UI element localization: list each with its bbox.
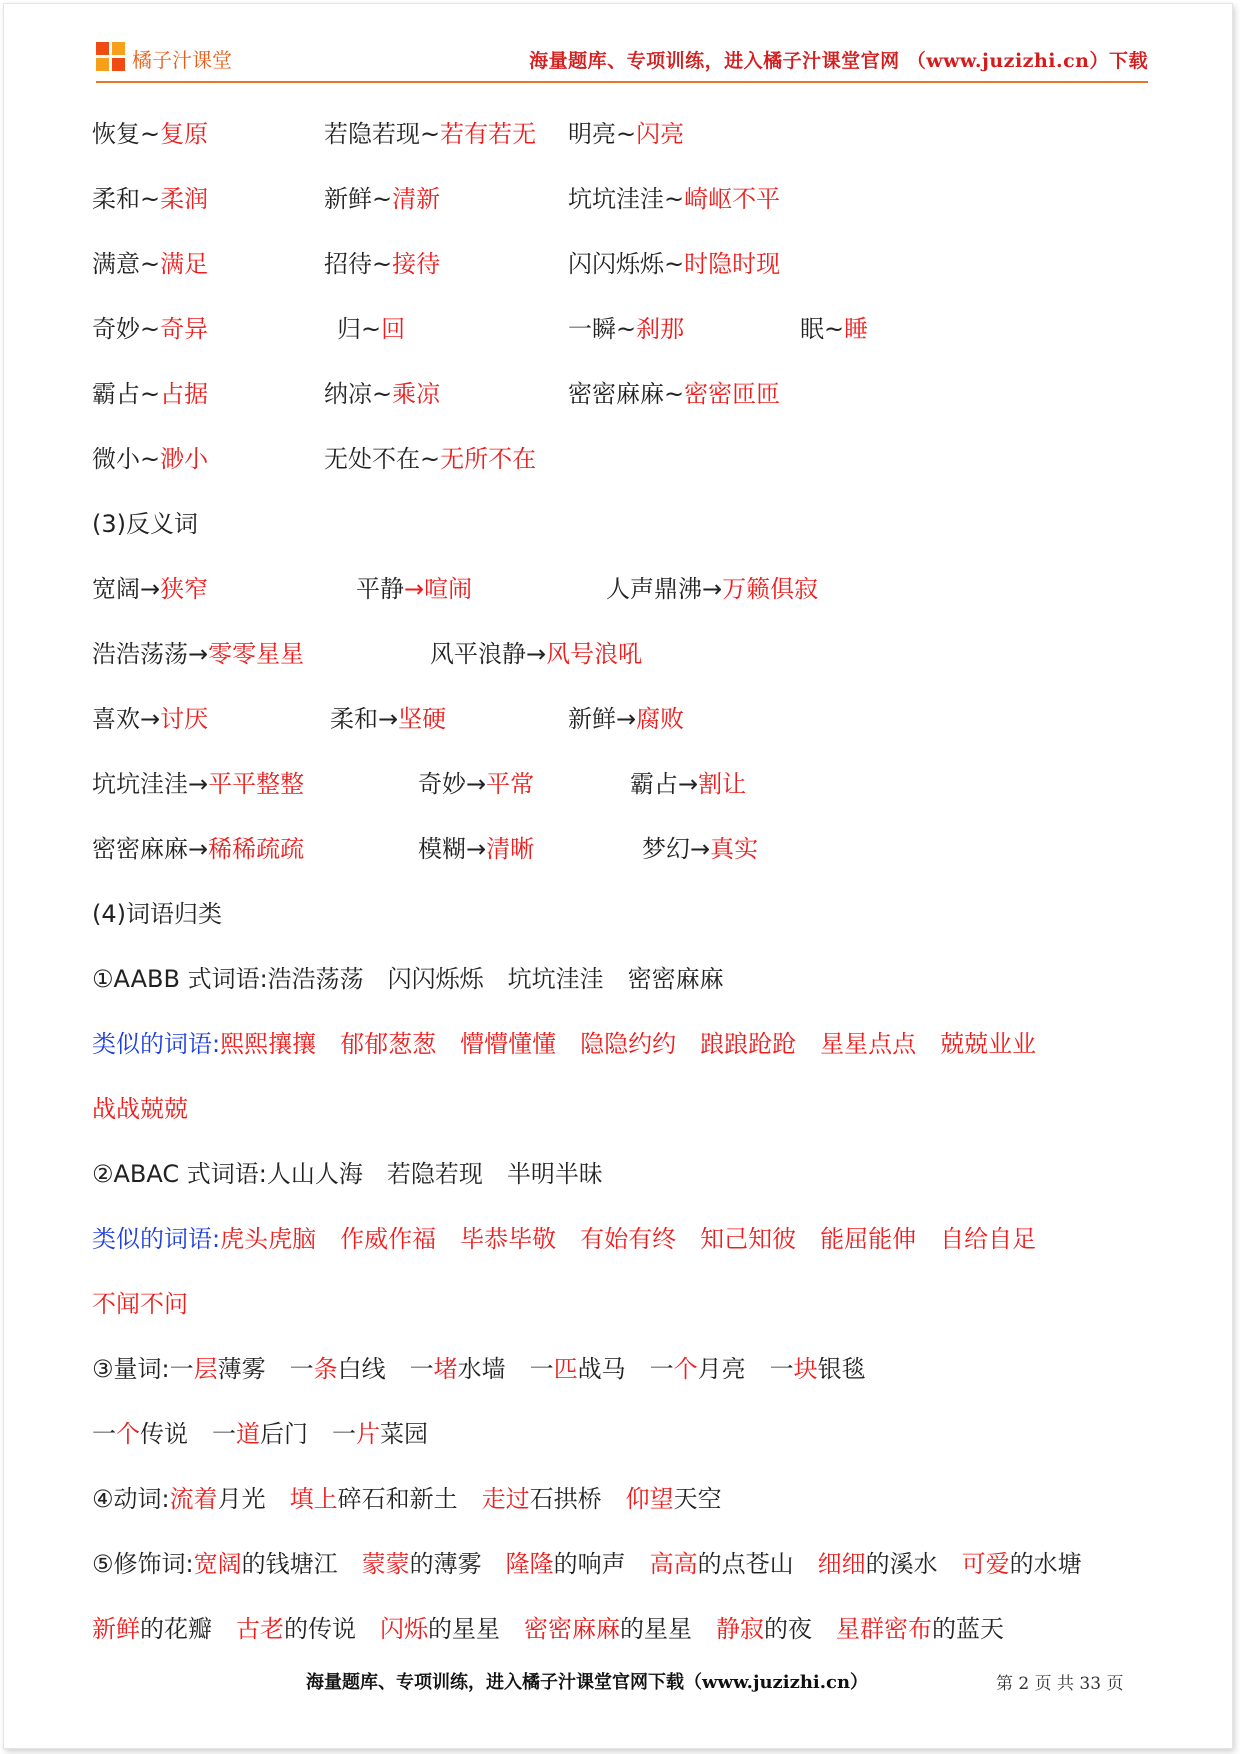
word-pair: 风平浪静→风号浪吼 — [430, 640, 643, 668]
page-header — [96, 40, 1148, 80]
abac-similar-line: 类似的词语:虎头虎脑 作威作福 毕恭毕敬 有始有终 知己知彼 能屈能伸 自给自足 — [92, 1225, 1037, 1253]
word-pair: 密密麻麻→稀稀疏疏 — [92, 835, 305, 863]
classify-heading: (4)词语归类 — [92, 900, 222, 928]
word-pair: 奇妙→平常 — [418, 770, 535, 798]
footer-slogan: 海量题库、专项训练，进入橘子汁课堂官网下载（www.juzizhi.cn） — [306, 1672, 869, 1693]
word-pair: 浩浩荡荡→零零星星 — [92, 640, 305, 668]
aabb-similar-line-2: 战战兢兢 — [92, 1095, 188, 1123]
juzizhi-logo-icon — [96, 42, 126, 72]
word-pair: 满意~满足 — [92, 250, 209, 278]
abac-line: ②ABAC 式词语:人山人海 若隐若现 半明半昧 — [92, 1160, 603, 1188]
modifiers-line: ⑤修饰词:宽阔的钱塘江 蒙蒙的薄雾 隆隆的响声 高高的点苍山 细细的溪水 可爱的水塘 — [92, 1550, 1082, 1578]
page-footer — [0, 1668, 1240, 1698]
word-pair: 无处不在~无所不在 — [324, 445, 537, 473]
word-pair: 明亮~闪亮 — [568, 120, 685, 148]
aabb-line: ①AABB 式词语:浩浩荡荡 闪闪烁烁 坑坑洼洼 密密麻麻 — [92, 965, 724, 993]
word-pair: 平静→喧闹 — [356, 575, 473, 603]
modifiers-line-2: 新鲜的花瓣 古老的传说 闪烁的星星 密密麻麻的星星 静寂的夜 星群密布的蓝天 — [92, 1615, 1004, 1643]
word-pair: 人声鼎沸→万籁俱寂 — [606, 575, 819, 603]
word-pair: 纳凉~乘凉 — [324, 380, 441, 408]
antonym-heading: (3)反义词 — [92, 510, 198, 538]
word-pair: 新鲜~清新 — [324, 185, 441, 213]
header-slogan: 海量题库、专项训练，进入橘子汁课堂官网 （www.juzizhi.cn）下载 — [529, 50, 1148, 72]
similar-label: 类似的词语: — [92, 1030, 221, 1058]
word-pair: 柔和→坚硬 — [330, 705, 447, 733]
word-pair: 喜欢→讨厌 — [92, 705, 209, 733]
word-pair: 坑坑洼洼~崎岖不平 — [568, 185, 781, 213]
logo-text: 橘子汁课堂 — [132, 48, 232, 72]
word-pair: 霸占→割让 — [630, 770, 747, 798]
word-pair: 新鲜→腐败 — [568, 705, 685, 733]
word-pair: 柔和~柔润 — [92, 185, 209, 213]
word-pair: 若隐若现~若有若无 — [324, 120, 537, 148]
word-pair: 微小~渺小 — [92, 445, 209, 473]
word-pair: 模糊→清晰 — [418, 835, 535, 863]
word-pair: 霸占~占据 — [92, 380, 209, 408]
word-pair: 招待~接待 — [324, 250, 441, 278]
word-pair: 奇妙~奇异 — [92, 315, 209, 343]
word-pair: 闪闪烁烁~时隐时现 — [568, 250, 781, 278]
verbs-line: ④动词:流着月光 填上碎石和新土 走过石拱桥 仰望天空 — [92, 1485, 722, 1513]
word-pair: 眠~睡 — [800, 315, 869, 343]
abac-similar-line-2: 不闻不问 — [92, 1290, 188, 1318]
measure-words-line: ③量词:一层薄雾 一条白线 一堵水墙 一匹战马 一个月亮 一块银毯 — [92, 1355, 866, 1383]
header-divider — [96, 81, 1148, 83]
word-pair: 一瞬~刹那 — [568, 315, 685, 343]
word-pair: 梦幻→真实 — [642, 835, 759, 863]
aabb-similar-line: 类似的词语:熙熙攘攘 郁郁葱葱 懵懵懂懂 隐隐约约 踉踉跄跄 星星点点 兢兢业业 — [92, 1030, 1037, 1058]
word-pair: 恢复~复原 — [92, 120, 209, 148]
word-pair: 归~回 — [337, 315, 406, 343]
page-number: 第 2 页 共 33 页 — [996, 1674, 1124, 1694]
word-pair: 宽阔→狭窄 — [92, 575, 209, 603]
word-pair: 密密麻麻~密密匝匝 — [568, 380, 781, 408]
measure-words-line-2: 一个传说 一道后门 一片菜园 — [92, 1420, 428, 1448]
word-pair: 坑坑洼洼→平平整整 — [92, 770, 305, 798]
similar-label: 类似的词语: — [92, 1225, 221, 1253]
